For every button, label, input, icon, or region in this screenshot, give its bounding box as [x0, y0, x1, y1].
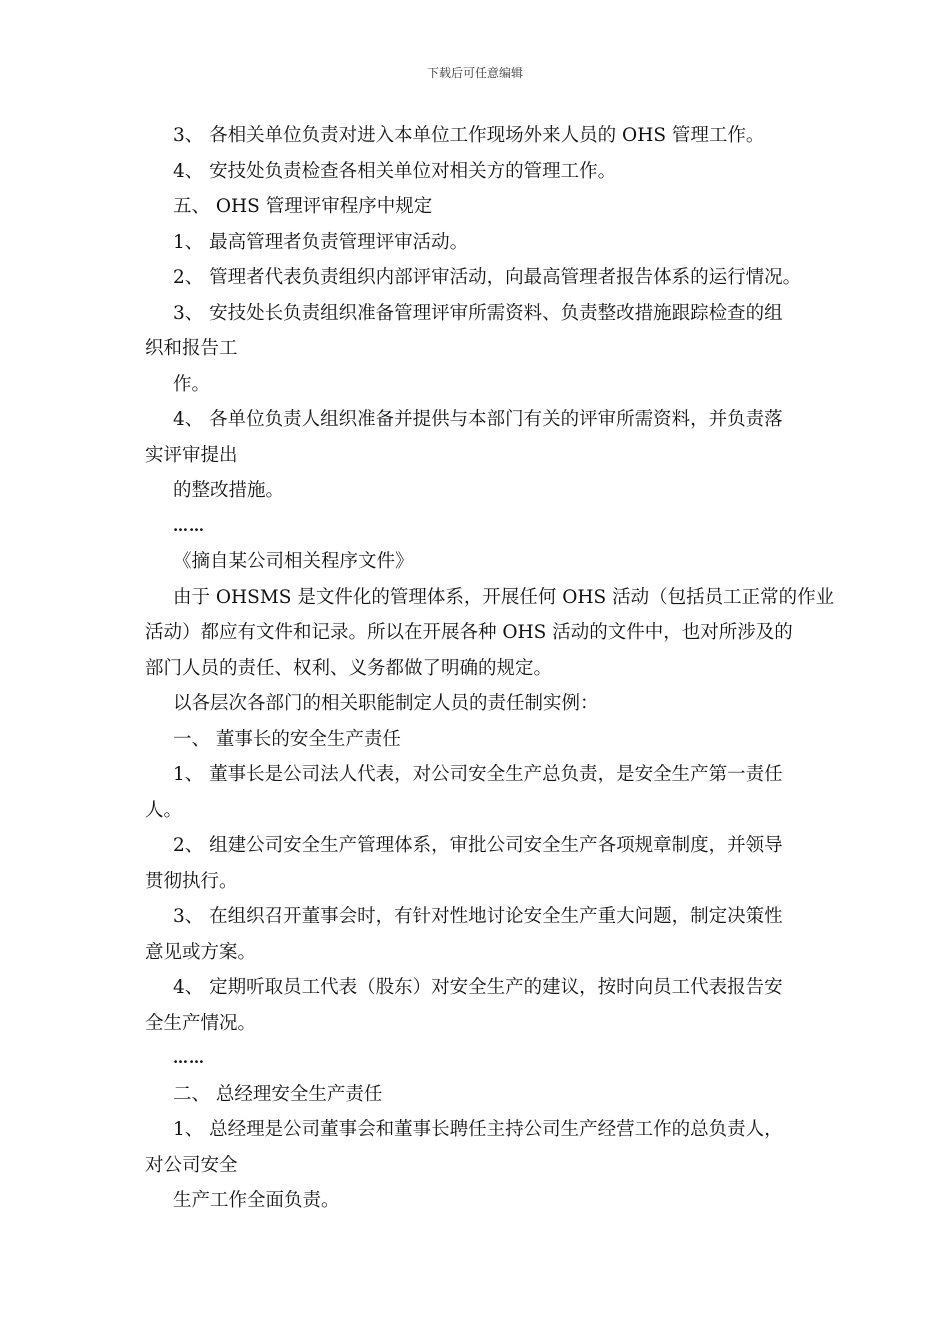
text-line: 3、 安技处长负责组织准备管理评审所需资料、负责整改措施跟踪检查的组	[173, 302, 783, 324]
text-line: 部门人员的责任、权利、义务都做了明确的规定。	[145, 657, 553, 679]
text-line: 生产工作全面负责。	[173, 1190, 340, 1211]
text-line: 五、 OHS 管理评审程序中规定	[173, 196, 433, 217]
text-line: 4、 定期听取员工代表（股东）对安全生产的建议，按时向员工代表报告安	[173, 977, 783, 998]
ellipsis-line: ……	[173, 516, 205, 535]
text-line: 二、 总经理安全生产责任	[173, 1083, 383, 1105]
text-line: 一、 董事长的安全生产责任	[173, 728, 401, 750]
text-line: 以各层次各部门的相关职能制定人员的责任制实例：	[173, 693, 599, 714]
text-line: 实评审提出	[145, 444, 238, 466]
page-header: 下载后可任意编辑	[426, 66, 523, 80]
text-line: 3、 在组织召开董事会时，有针对性地讨论安全生产重大问题，制定决策性	[173, 906, 783, 927]
text-line: 4、 各单位负责人组织准备并提供与本部门有关的评审所需资料，并负责落	[173, 409, 783, 430]
text-line: 4、 安技处负责检查各相关单位对相关方的管理工作。	[173, 160, 617, 182]
document-body	[145, 118, 835, 1219]
text-line: 人。	[145, 799, 183, 821]
text-line: 2、 管理者代表负责组织内部评审活动，向最高管理者报告体系的运行情况。	[173, 267, 802, 288]
text-line: 活动）都应有文件和记录。所以在开展各种 OHS 活动的文件中，也对所涉及的	[145, 622, 793, 643]
text-line: 的整改措施。	[173, 480, 285, 501]
text-line: 1、 最高管理者负责管理评审活动。	[173, 231, 469, 253]
text-line: 作。	[173, 373, 211, 395]
text-line: 全生产情况。	[145, 1012, 257, 1034]
text-line: 3、 各相关单位负责对进入本单位工作现场外来人员的 OHS 管理工作。	[173, 125, 765, 146]
text-line: 1、 董事长是公司法人代表，对公司安全生产总负责，是安全生产第一责任	[173, 764, 783, 785]
text-line: 贯彻执行。	[145, 870, 238, 892]
text-line: 对公司安全	[145, 1154, 238, 1176]
text-line: 1、 总经理是公司董事会和董事长聘任主持公司生产经营工作的总负责人，	[173, 1119, 783, 1140]
text-line: 织和报告工	[145, 338, 238, 359]
text-line: 由于 OHSMS 是文件化的管理体系，开展任何 OHS 活动（包括员工正常的作业	[173, 586, 835, 608]
text-line: 意见或方案。	[145, 941, 257, 963]
text-line: 《摘自某公司相关程序文件》	[173, 551, 414, 572]
text-line: 2、 组建公司安全生产管理体系，审批公司安全生产各项规章制度，并领导	[173, 835, 783, 856]
ellipsis-line: ……	[173, 1049, 205, 1067]
